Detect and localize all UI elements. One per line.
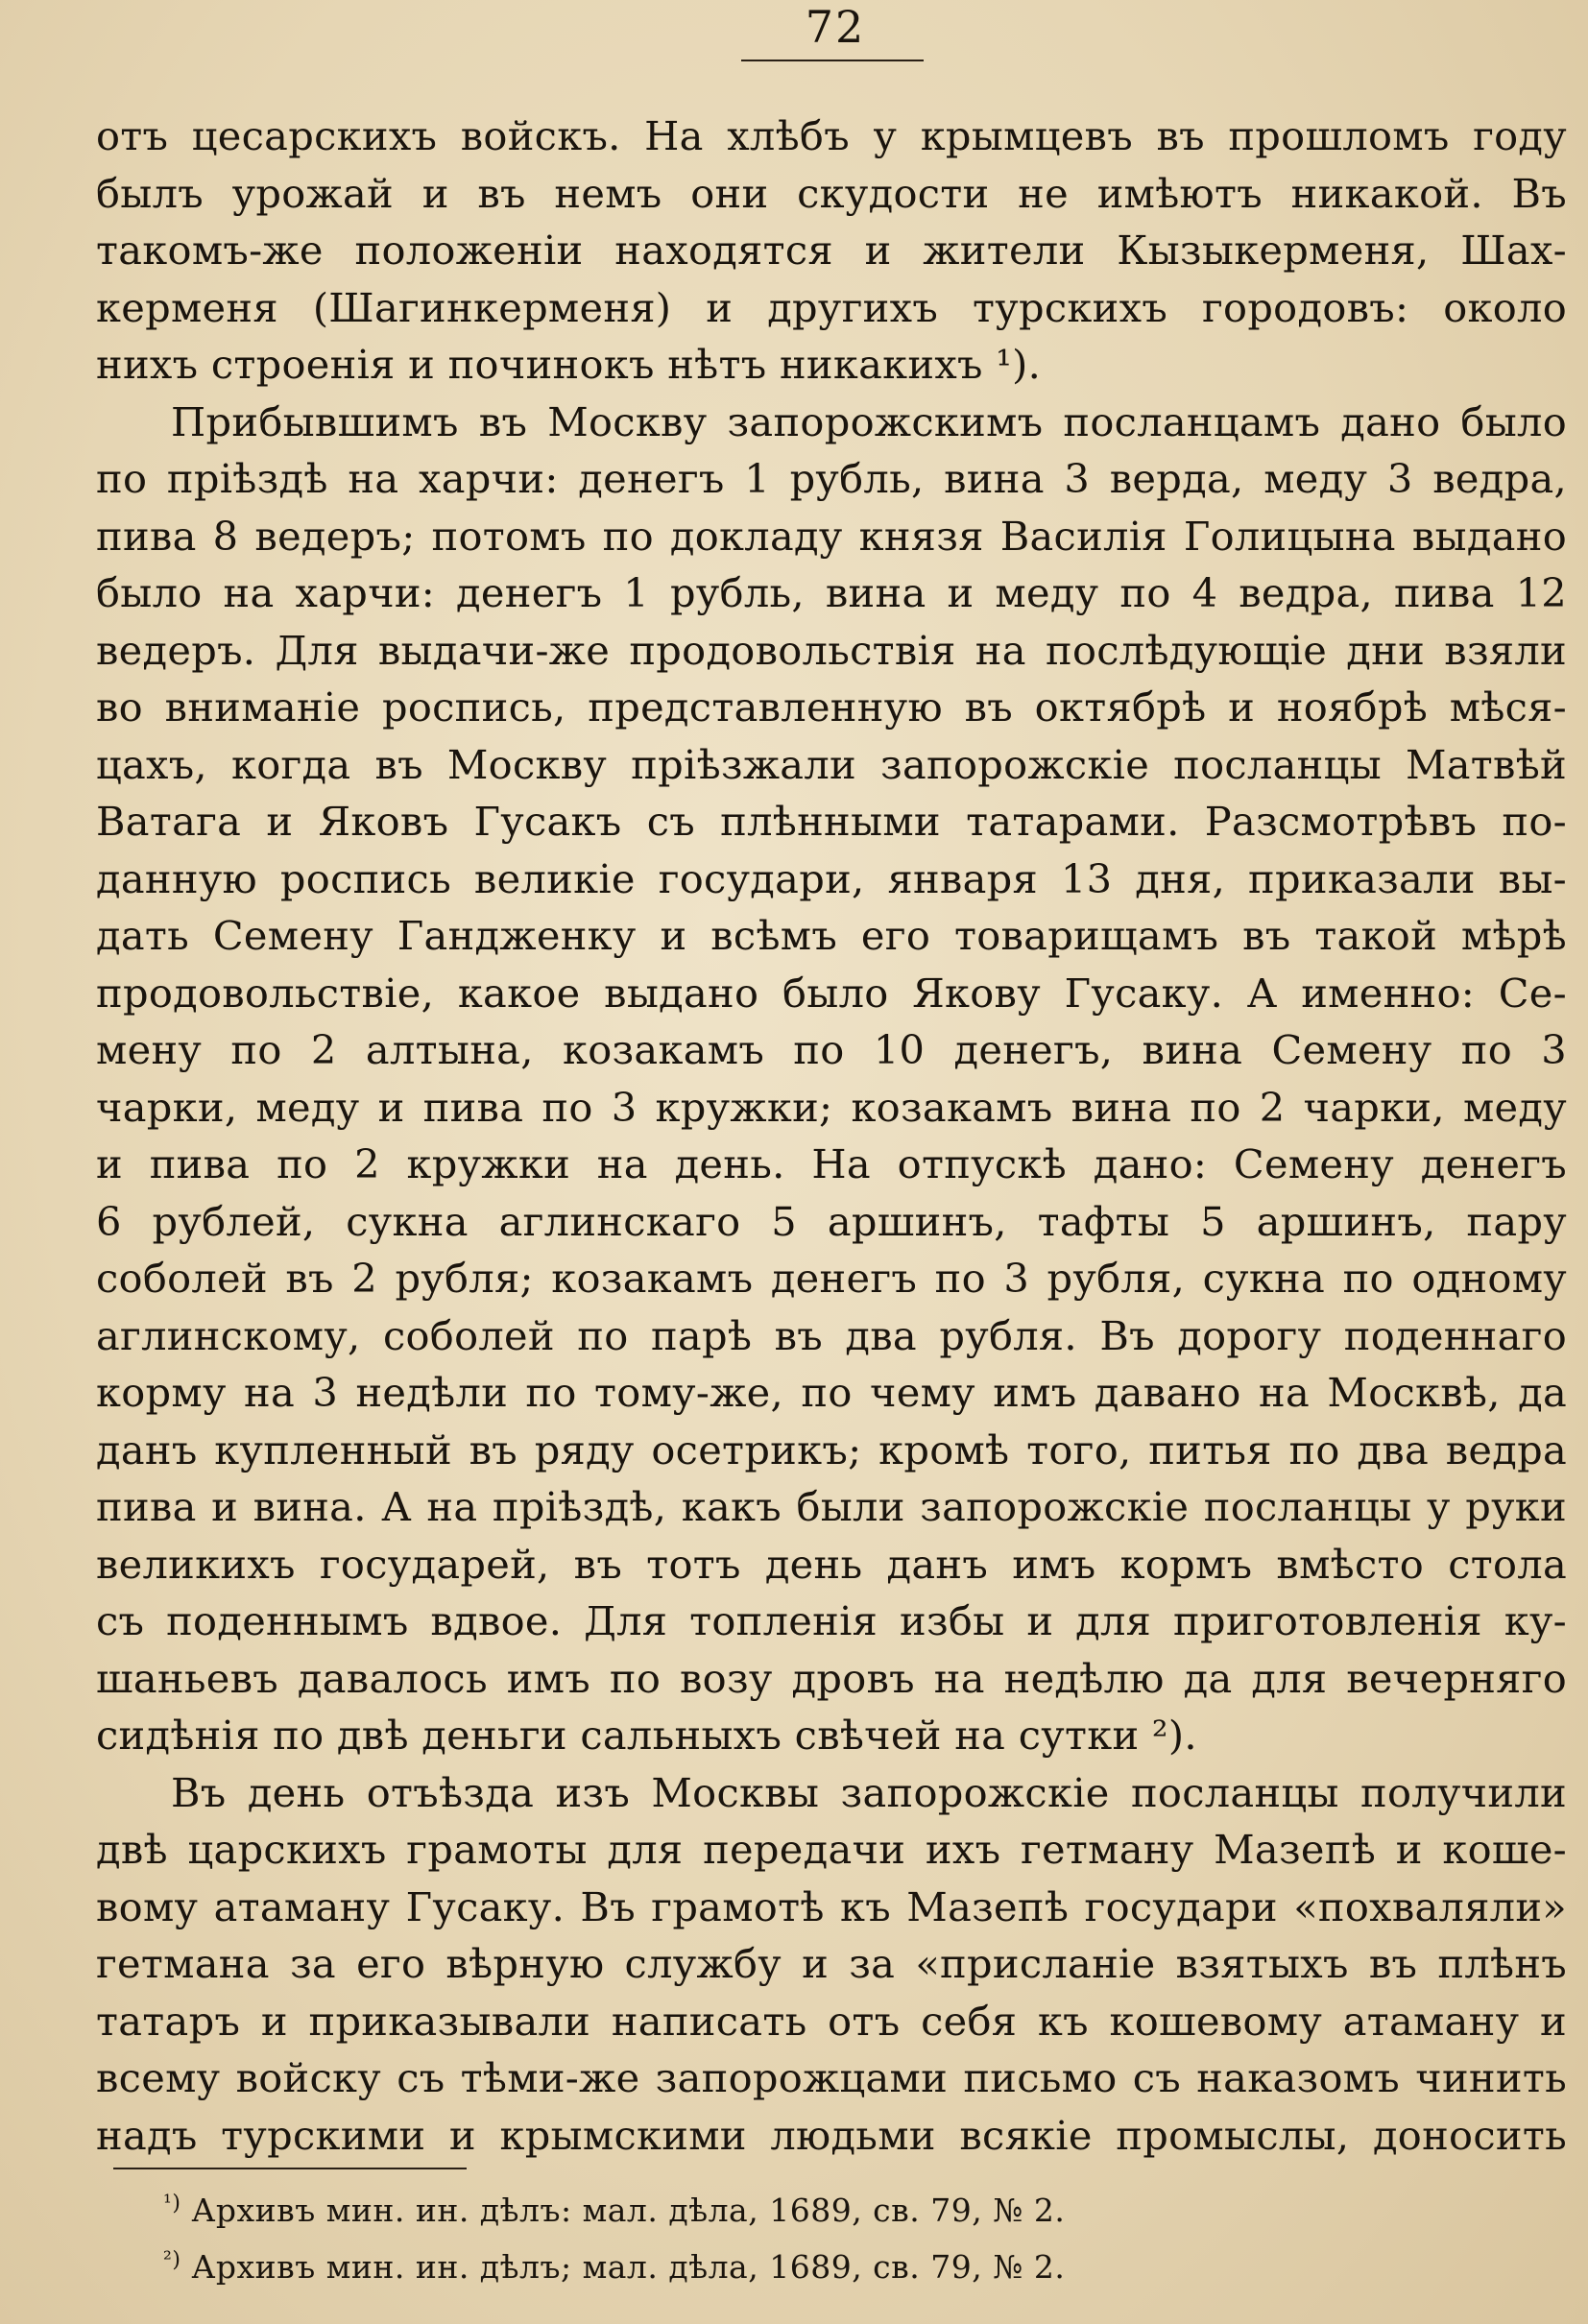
footnote-1 (163, 2179, 1411, 2236)
text-line: Прибывшимъ въ Москву запорожскимъ посланцамъ дано было (171, 397, 1567, 445)
footnote-rule (113, 2168, 467, 2169)
footnote-text: Архивъ мин. ин. дѣлъ; мал. дѣла, 1689, св. 79, № 2. (191, 2248, 1066, 2286)
text-line: нихъ строенія и починокъ нѣтъ никакихъ ¹). (96, 341, 1042, 388)
text-line: данъ купленный въ ряду осетрикъ; кромѣ того, питья по два ведра (96, 1426, 1567, 1473)
text-line: цахъ, когда въ Москву пріѣзжали запорожскіе посланцы Матвѣй (96, 740, 1567, 788)
text-line: гетмана за его вѣрную службу и за «присланіе взятыхъ въ плѣнъ (96, 1940, 1567, 1987)
text-line: Ватага и Яковъ Гусакъ съ плѣнными татарами. Разсмотрѣвъ по- (96, 798, 1567, 845)
text-line: татаръ и приказывали написать отъ себя къ кошевому атаману и (96, 1997, 1567, 2045)
header-rule (741, 60, 924, 61)
text-line: надъ турскими и крымскими людьми всякіе промыслы, доносить (96, 2111, 1567, 2159)
footnotes (163, 2179, 1411, 2292)
text-line: во вниманіе роспись, представленную въ октябрѣ и ноябрѣ мѣся- (96, 683, 1567, 731)
text-line: 6 рублей, сукна аглинскаго 5 аршинъ, тафты 5 аршинъ, пару (96, 1197, 1567, 1245)
text-line: корму на 3 недѣли по тому-же, по чему имъ давано на Москвѣ, да (96, 1369, 1567, 1416)
text-line: по пріѣздѣ на харчи: денегъ 1 рубль, вина 3 верда, меду 3 ведра, (96, 455, 1567, 502)
text-line: чарки, меду и пива по 3 кружки; козакамъ вина по 2 чарки, меду (96, 1083, 1567, 1131)
footnote-text: Архивъ мин. ин. дѣлъ: мал. дѣла, 1689, св. 79, № 2. (191, 2192, 1066, 2229)
text-line: Въ день отъѣзда изъ Москвы запорожскіе посланцы получили (171, 1768, 1567, 1816)
text-line: было на харчи: денегъ 1 рубль, вина и меду по 4 ведра, пива 12 (96, 569, 1567, 616)
text-line: сидѣнія по двѣ деньги сальныхъ свѣчей на сутки ²). (96, 1712, 1197, 1759)
paragraph-1 (96, 108, 1567, 394)
text-line: вому атаману Гусаку. Въ грамотѣ къ Мазепѣ государи «похваляли» (96, 1882, 1567, 1930)
text-line: такомъ-же положеніи находятся и жители Кызыкерменя, Шах- (96, 227, 1567, 274)
text-line: пива 8 ведеръ; потомъ по докладу князя Василія Голицына выдано (96, 512, 1567, 560)
text-line: соболей въ 2 рубля; козакамъ денегъ по 3 рубля, сукна по одному (96, 1255, 1567, 1302)
footnote-2 (163, 2236, 1411, 2292)
text-line: двѣ царскихъ грамоты для передачи ихъ гетману Мазепѣ и коше- (96, 1826, 1567, 1873)
text-line: шаньевъ давалось имъ по возу дровъ на недѣлю да для вечерняго (96, 1654, 1567, 1702)
text-line: мену по 2 алтына, козакамъ по 10 денегъ, вина Семену по 3 (96, 1026, 1567, 1073)
text-line: аглинскому, соболей по парѣ въ два рубля. Въ дорогу поденнаго (96, 1311, 1567, 1359)
page-number: 72 (805, 1, 866, 53)
text-line: былъ урожай и въ немъ они скудости не имѣютъ никакой. Въ (96, 169, 1567, 217)
text-line: всему войску съ тѣми-же запорожцами письмо съ наказомъ чинить (96, 2054, 1567, 2101)
paragraph-2 (96, 394, 1567, 1764)
text-line: данную роспись великіе государи, января 13 дня, приказали вы- (96, 854, 1567, 902)
text-line: пива и вина. А на пріѣздѣ, какъ были запорожскіе посланцы у руки (96, 1483, 1567, 1530)
text-line: и пива по 2 кружки на день. На отпускѣ дано: Семену денегъ (96, 1140, 1567, 1187)
text-line: продовольствіе, какое выдано было Якову Гусаку. А именно: Се- (96, 969, 1567, 1017)
text-line: съ поденнымъ вдвое. Для топленія избы и для приготовленія ку- (96, 1597, 1567, 1644)
paragraph-3 (96, 1764, 1567, 2165)
footnote-marker: ²) (163, 2248, 181, 2272)
body-text (96, 108, 1567, 2164)
text-line: дать Семену Гандженку и всѣмъ его товарищамъ въ такой мѣрѣ (96, 912, 1567, 959)
text-line: отъ цесарскихъ войскъ. На хлѣбъ у крымцевъ въ прошломъ году (96, 112, 1567, 159)
text-line: керменя (Шагинкерменя) и другихъ турскихъ городовъ: около (96, 283, 1567, 331)
text-line: ведеръ. Для выдачи-же продовольствія на послѣдующіе дни взяли (96, 626, 1567, 674)
footnote-marker: ¹) (163, 2192, 181, 2216)
text-line: великихъ государей, въ тотъ день данъ имъ кормъ вмѣсто стола (96, 1540, 1567, 1588)
